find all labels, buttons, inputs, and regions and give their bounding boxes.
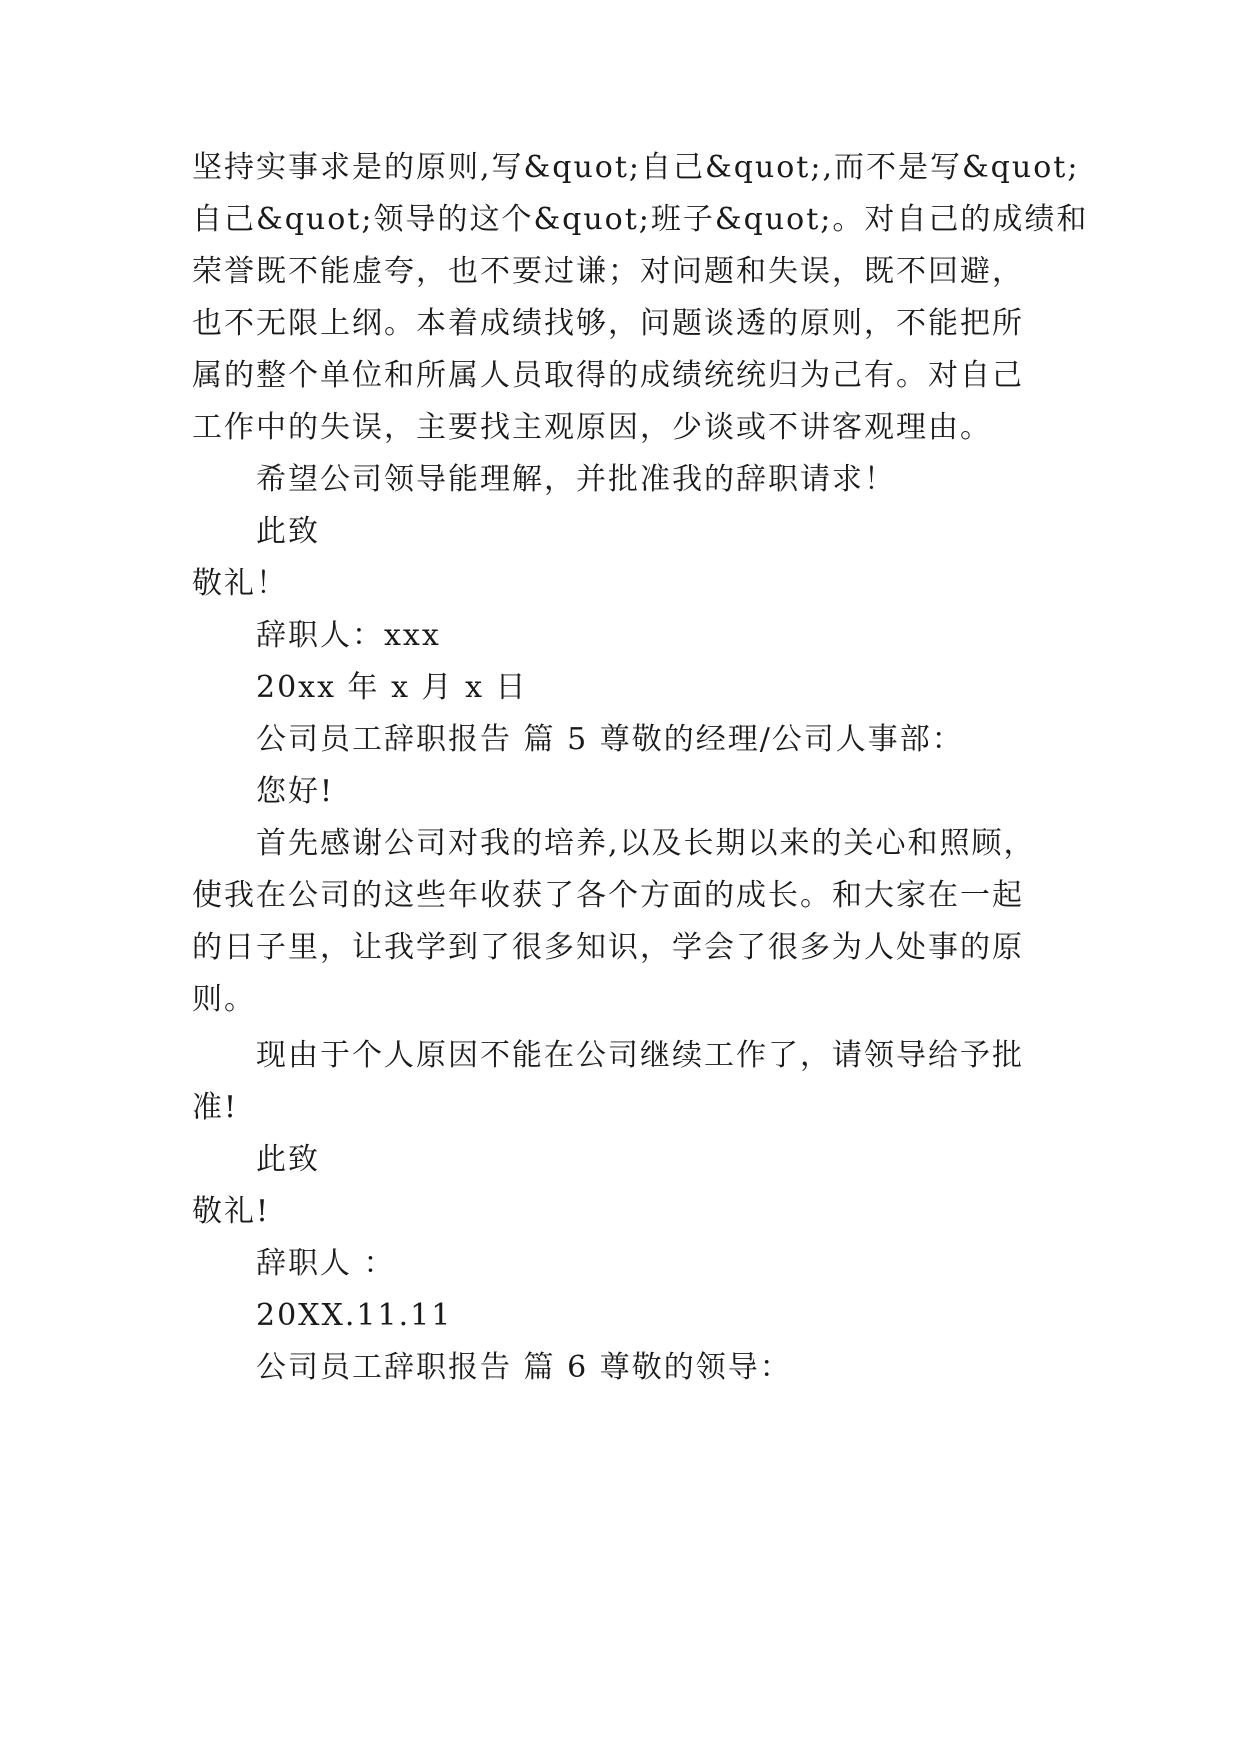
section-heading-6: 公司员工辞职报告 篇 6 尊敬的领导： (256, 1350, 792, 1385)
body-line-4: 也不无限上纲。本着成绩找够，问题谈透的原则，不能把所 (192, 306, 1024, 341)
signature-date-2: 20XX.11.11 (256, 1298, 453, 1333)
body-line-10: 的日子里，让我学到了很多知识，学会了很多为人处事的原 (192, 930, 1024, 965)
greeting: 您好! (256, 774, 335, 809)
body-line-13: 准! (192, 1090, 239, 1125)
body-line-1: 坚持实事求是的原则,写&quot;自己&quot;,而不是写&quot; (192, 150, 1080, 185)
body-line-11: 则。 (192, 982, 256, 1017)
body-line-3: 荣誉既不能虚夸，也不要过谦；对问题和失误，既不回避， (192, 254, 1024, 289)
signature-date: 20xx 年 x 月 x 日 (256, 670, 528, 705)
section-heading-5: 公司员工辞职报告 篇 5 尊敬的经理/公司人事部： (256, 722, 964, 757)
body-line-6: 工作中的失误，主要找主观原因，少谈或不讲客观理由。 (192, 410, 992, 445)
closing-jingli: 敬礼！ (192, 566, 288, 601)
signature-name: 辞职人：xxx (256, 618, 441, 653)
body-line-8: 首先感谢公司对我的培养,以及长期以来的关心和照顾， (256, 826, 1036, 861)
body-line-2: 自己&quot;领导的这个&quot;班子&quot;。对自己的成绩和 (192, 202, 1089, 237)
closing-jingli-2: 敬礼! (192, 1194, 271, 1229)
body-line-12: 现由于个人原因不能在公司继续工作了，请领导给予批 (256, 1038, 1024, 1073)
signature-name-2: 辞职人 ： (256, 1246, 396, 1281)
body-line-7: 希望公司领导能理解，并批准我的辞职请求！ (256, 462, 896, 497)
closing-cizhi-2: 此致 (256, 1142, 320, 1177)
closing-cizhi: 此致 (256, 514, 320, 549)
body-line-9: 使我在公司的这些年收获了各个方面的成长。和大家在一起 (192, 878, 1024, 913)
body-line-5: 属的整个单位和所属人员取得的成绩统统归为己有。对自己 (192, 358, 1024, 393)
